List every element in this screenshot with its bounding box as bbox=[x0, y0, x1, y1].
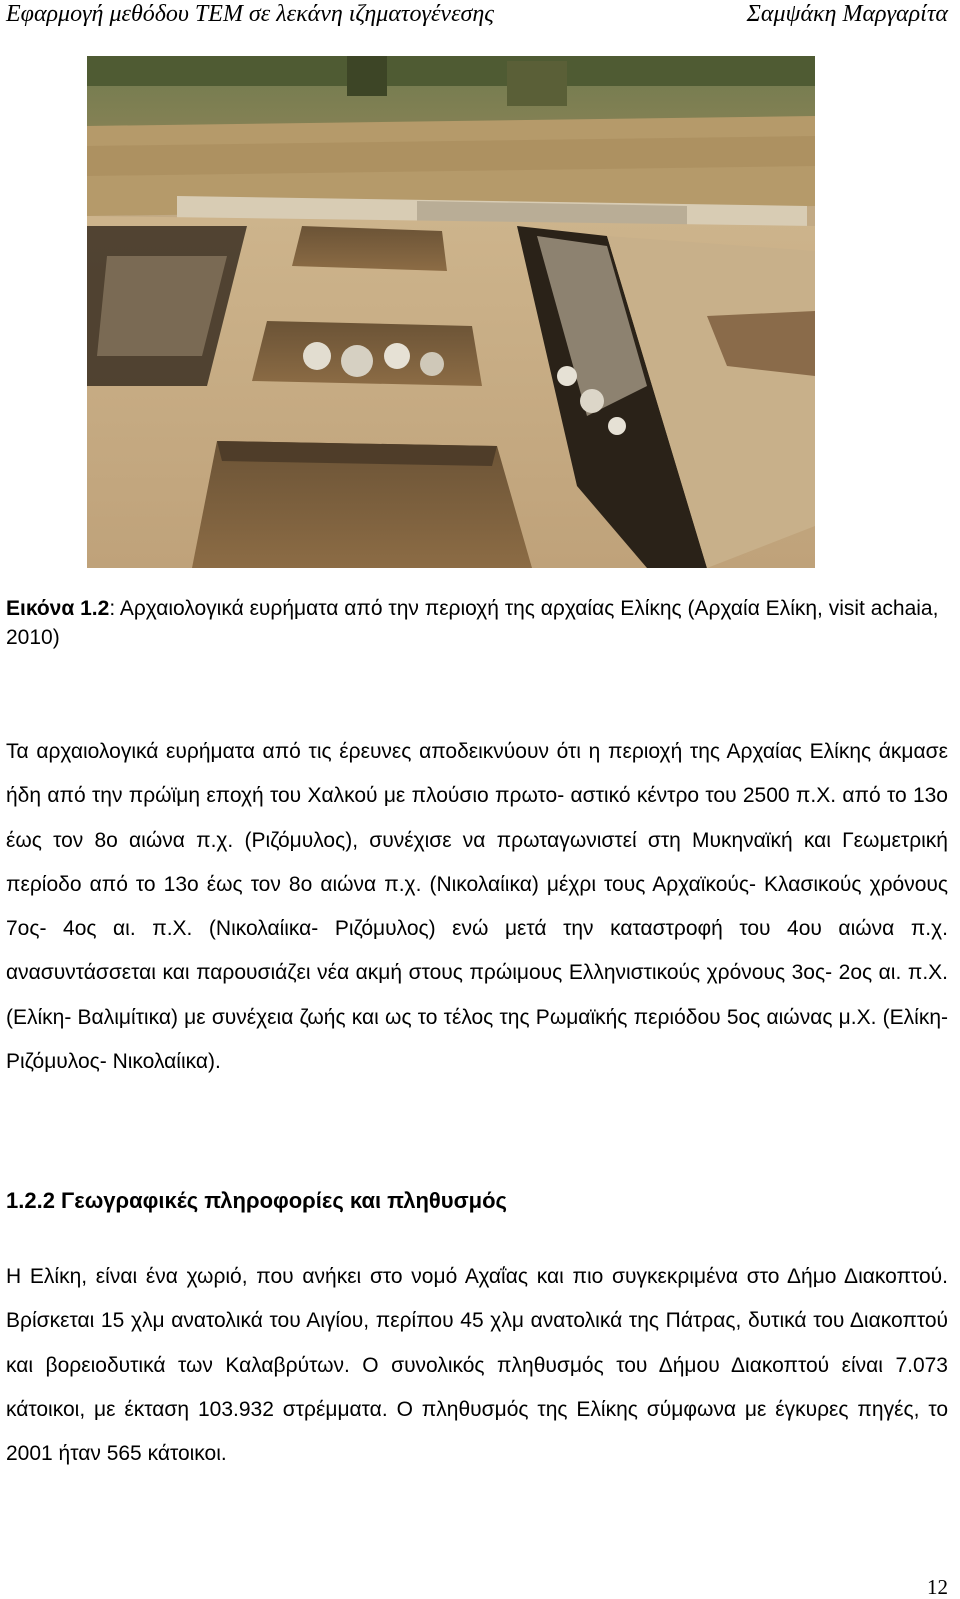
excavation-illustration bbox=[87, 56, 815, 568]
running-header bbox=[6, 0, 948, 28]
header-title: Εφαρμογή μεθόδου ΤΕΜ σε λεκάνη ιζηματογένεσης bbox=[6, 1, 495, 27]
page-number: 12 bbox=[927, 1575, 948, 1599]
header-author: Σαμψάκη Μαργαρίτα bbox=[746, 1, 948, 27]
section-heading: 1.2.2 Γεωγραφικές πληροφορίες και πληθυσμός bbox=[6, 1188, 507, 1213]
paragraph-archaeology: Τα αρχαιολογικά ευρήματα από τις έρευνες αποδεικνύουν ότι η περιοχή της Αρχαίας Ελίκης άκμασε ήδη από την πρώϊμη εποχή του Χαλκού με πλούσιο πρωτο- αστικό κέντρο του 2500 π.Χ. από το 13ο έως τον 8ο αιώνα π.χ. (Ριζόμυλος), συνέχισε να πρωταγωνιστεί στη Μυκηναϊκή και Γεωμετρική περίοδο από το 13ο έως τον 8ο αιώνα π.χ. (Νικολαίικα) μέχρι τους Αρχαϊκούς- Κλασικούς χρόνους 7ος- 4ος αι. π.Χ. (Νικολαίικα- Ριζόμυλος) ενώ μετά την καταστροφή του 4ου αιώνα π.χ. ανασυντάσσεται και παρουσιάζει νέα ακμή στους πρώιμους Ελληνιστικούς χρόνους 3ος- 2ος αι. π.Χ. (Ελίκη- Βαλιμίτικα) με συνέχεια ζωής και ως το τέλος της Ρωμαϊκής περιόδου 5ος αιώνας μ.Χ. (Ελίκη- Ριζόμυλος- Νικολαίικα). bbox=[6, 740, 948, 1074]
figure-caption-text: : Αρχαιολογικά ευρήματα από την περιοχή της αρχαίας Ελίκης (Αρχαία Ελίκη, visit achaia, 2010) bbox=[6, 597, 939, 649]
excavation-photo bbox=[87, 56, 815, 568]
paragraph-geography: Η Ελίκη, είναι ένα χωριό, που ανήκει στο νομό Αχαΐας και πιο συγκεκριμένα στο Δήμο Διακοπτού. Βρίσκεται 15 χλμ ανατολικά του Αιγίου, περίπου 45 χλμ ανατολικά της Πάτρας, δυτικά του Διακοπτού και βορειοδυτικά των Καλαβρύτων. Ο συνολικός πληθυσμός του Δήμου Διακοπτού είναι 7.073 κάτοικοι, με έκταση 103.932 στρέμματα. Ο πληθυσμός της Ελίκης σύμφωνα με έγκυρες πηγές, το 2001 ήταν 565 κάτοικοι. bbox=[6, 1265, 948, 1466]
figure-caption bbox=[6, 594, 948, 652]
figure-label: Εικόνα 1.2 bbox=[6, 597, 110, 620]
